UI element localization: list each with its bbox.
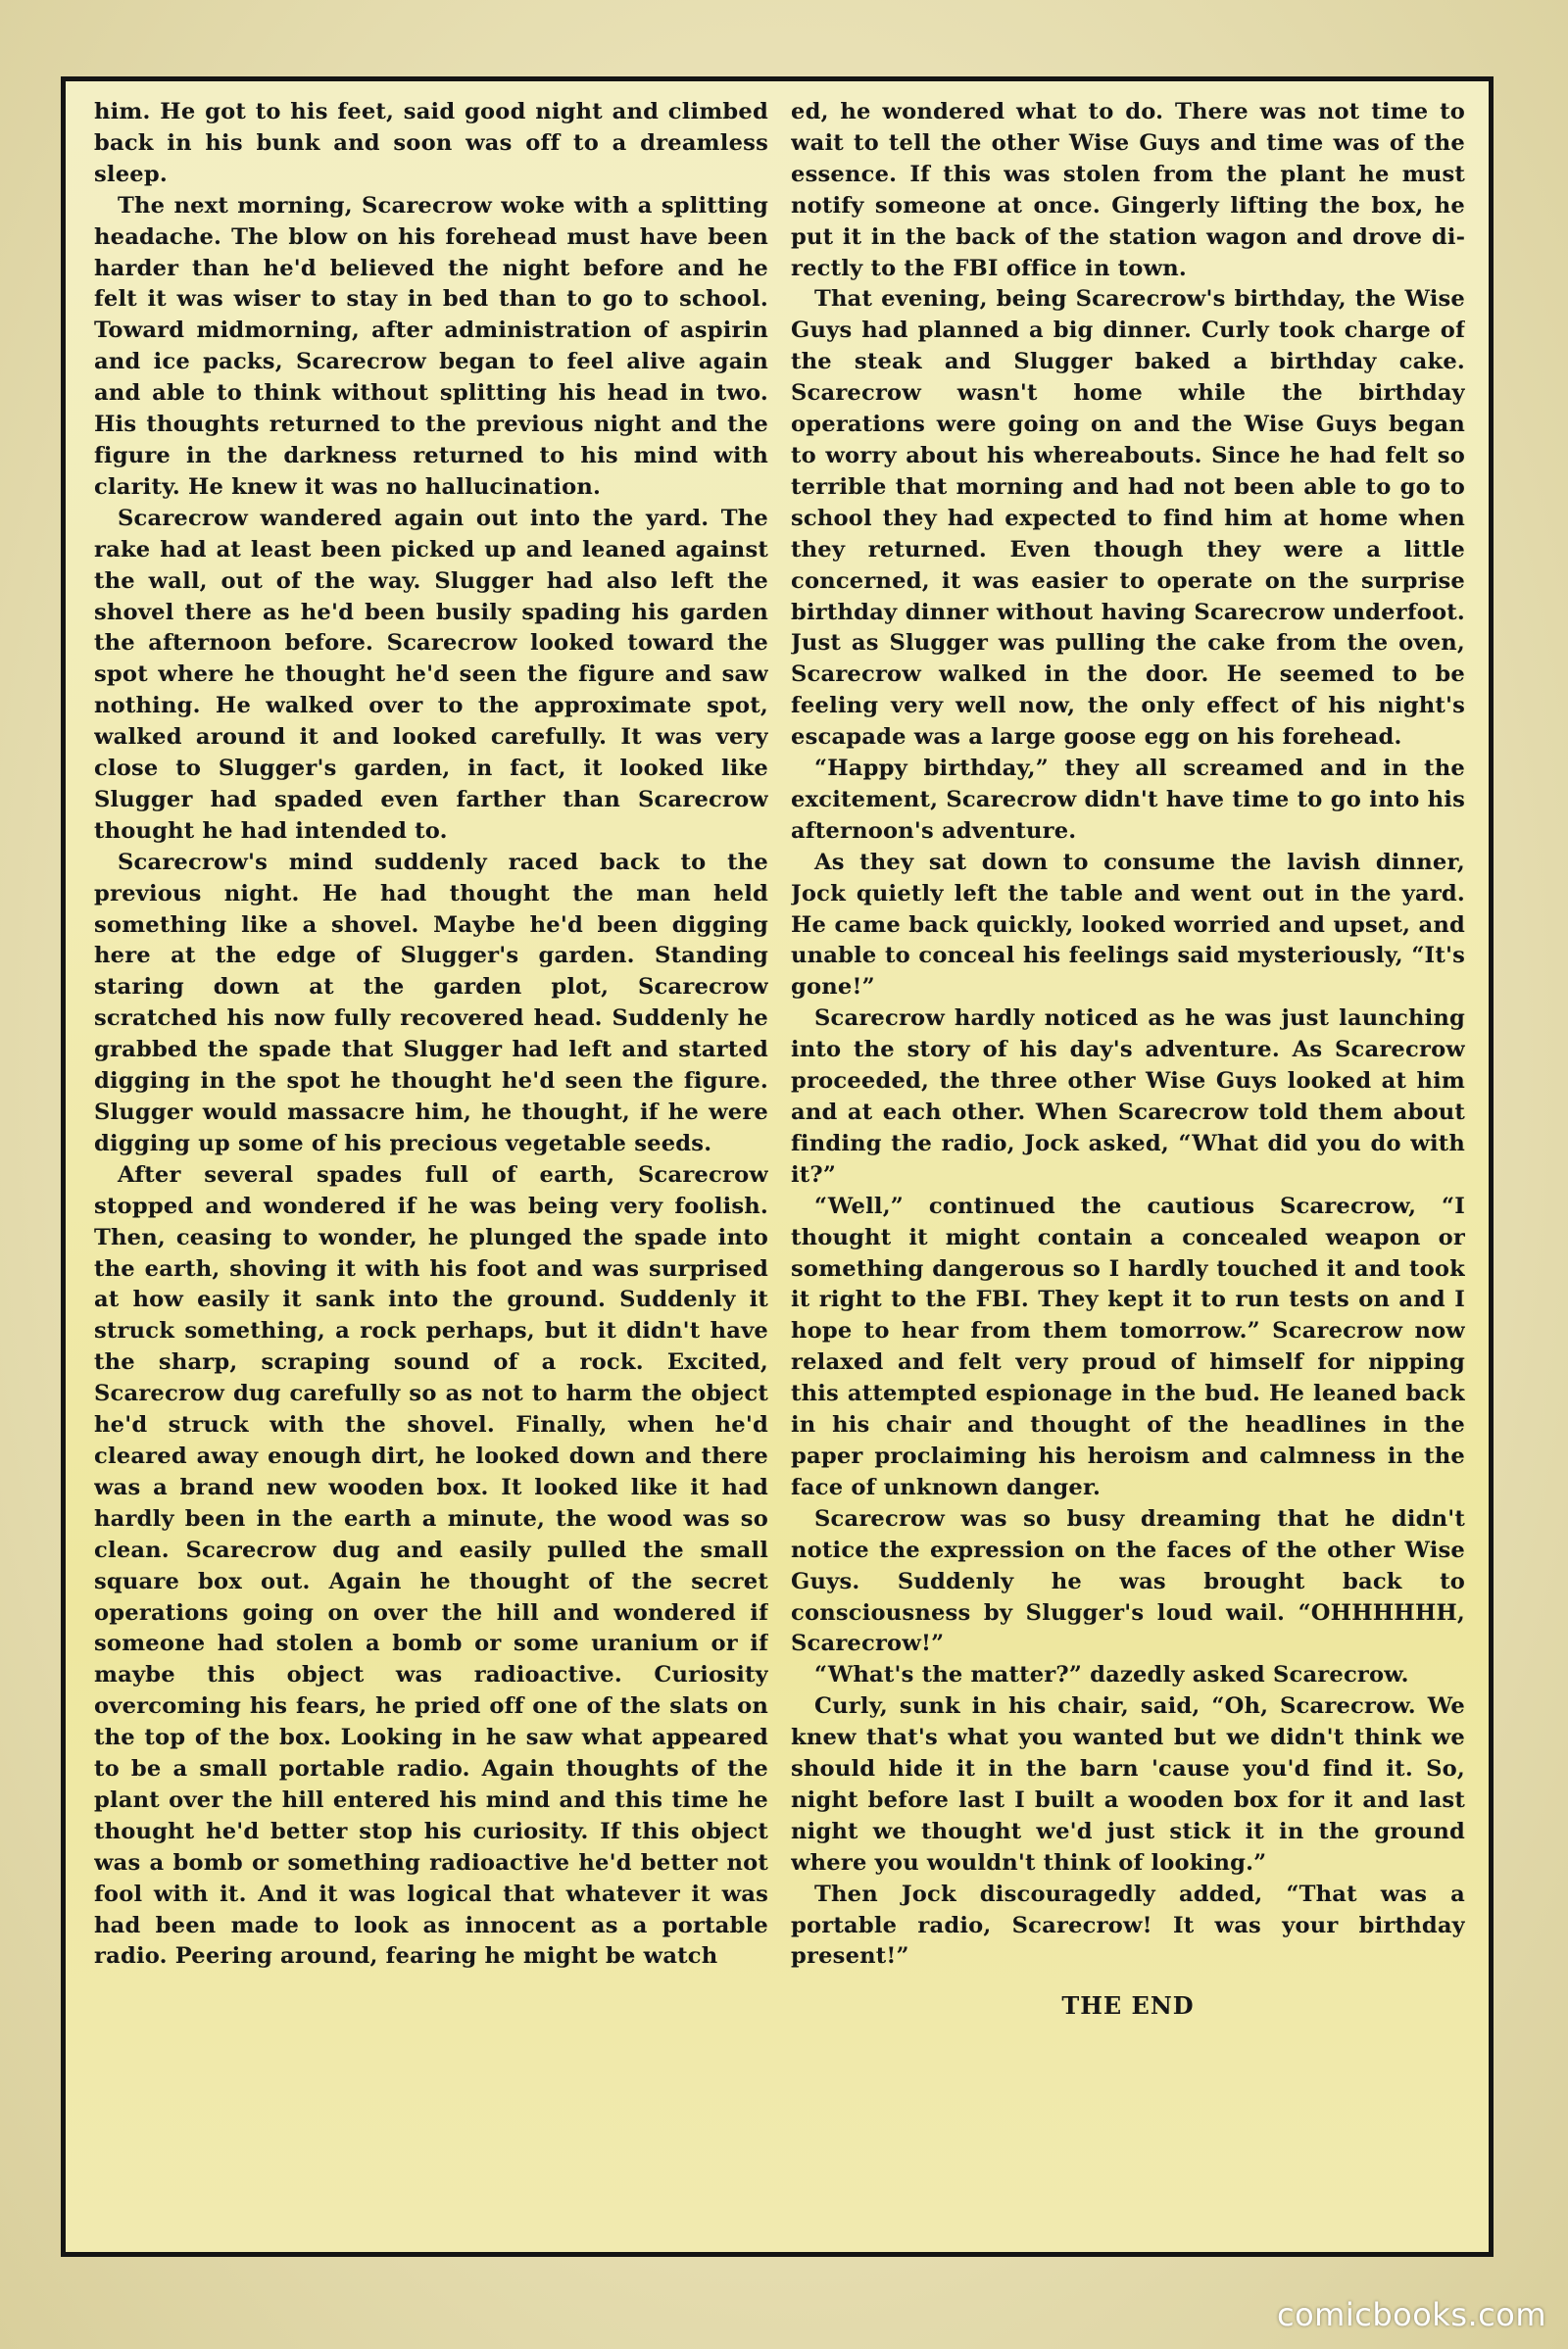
paragraph: The next morning, Scarecrow woke with a splitting headache. The blow on his forehead must have been harder than he'd believed the night before and he felt it was wiser to stay in bed than to go to school. Toward midmorning, after administration of aspirin and ice packs, Scarecrow began to feel alive again and able to think without splitting his head in two. His thoughts returned to the previous night and the figure in the darkness returned to his mind with clarity. He knew it was no hallucination.	[94, 192, 768, 500]
paragraph: As they sat down to consume the lavish dinner, Jock quietly left the table and went out in the yard. He came back quickly, looked worried and upset, and unable to conceal his feelings said mysteriously, “It's gone!”	[791, 849, 1465, 1001]
paragraph: Scarecrow wandered again out into the yard. The rake had at least been picked up and leaned against the wall, out of the way. Slugger had also left the shovel there as he'd been busily spading his garden the afternoon before. Scarecrow looked toward the spot where he thought he'd seen the figure and saw nothing. He walked over to the approximate spot, walked around it and looked carefully. It was very close to Slugger's garden, in fact, it looked like Slugger had spaded even farther than Scarecrow thought he had intended to.	[94, 505, 768, 844]
paragraph: Scarecrow's mind suddenly raced back to the previous night. He had thought the man held something like a shovel. Maybe he'd been digging here at the edge of Slugger's garden. Standing staring down at the garden plot, Scarecrow scratched his now fully recovered head. Suddenly he grabbed the spade that Slugger had left and started digging in the spot he thought he'd seen the figure. Slugger would massacre him, he thought, if he were digging up some of his precious vegetable seeds.	[94, 849, 768, 1156]
paragraph: Scarecrow was so busy dreaming that he didn't notice the expression on the faces of the other Wise Guys. Suddenly he was brought back to consciousness by Slugger's loud wail. “OHHHHHH, Scarecrow!”	[791, 1505, 1465, 1657]
paragraph: Curly, sunk in his chair, said, “Oh, Scarecrow. We knew that's what you wanted but we didn't think we should hide it in the barn 'cause you'd find it. So, night before last I built a wooden box for it and last night we thought we'd just stick it in the ground where you wouldn't think of looking.”	[791, 1693, 1465, 1876]
site-watermark: comicbooks.com	[1276, 2296, 1546, 2333]
paragraph: ed, he wondered what to do. There was not time to wait to tell the other Wise Guys and time was of the essence. If this was stolen from the plant he must notify someone at once. Gingerly lifting the box, he put it in the back of the station wagon and drove directly to the FBI office in town.	[791, 99, 1465, 281]
paragraph: Then Jock discouragedly added, “That was a portable radio, Scarecrow! It was your birthday present!”	[791, 1881, 1465, 1970]
right-text-column	[791, 97, 1465, 2233]
left-text-column	[94, 97, 768, 2233]
paragraph: him. He got to his feet, said good night and climbed back in his bunk and soon was off to a dreamless sleep.	[94, 99, 768, 187]
paragraph: After several spades full of earth, Scarecrow stopped and wondered if he was being very foolish. Then, ceasing to wonder, he plunged the spade into the earth, shoving it with his foot and was surprised at how easily it sank into the ground. Suddenly it struck something, a rock perhaps, but it didn't have the sharp, scraping sound of a rock. Excited, Scarecrow dug carefully so as not to harm the object he'd struck with the shovel. Finally, when he'd cleared away enough dirt, he looked down and there was a brand new wooden box. It looked like it had hardly been in the earth a minute, the wood was so clean. Scarecrow dug and easily pulled the small square box out. Again he thought of the secret operations going on over the hill and wondered if someone had stolen a bomb or some uranium or if maybe this object was radioactive. Curiosity overcoming his fears, he pried off one of the slats on the top of the box. Looking in he saw what appeared to be a small portable radio. Again thoughts of the plant over the hill entered his mind and this time he thought he'd better stop his curiosity. If this object was a bomb or something radioactive he'd better not fool with it. And it was logical that whatever it was had been made to look as innocent as a portable radio. Peering around, fearing he might be watch	[94, 1161, 768, 1970]
paragraph: “Well,” continued the cautious Scarecrow, “I thought it might contain a concealed weapon or something dangerous so I hardly touched it and took it right to the FBI. They kept it to run tests on and I hope to hear from them tomorrow.” Scarecrow now relaxed and felt very proud of himself for nipping this attempted espionage in the bud. He leaned back in his chair and thought of the headlines in the paper proclaiming his heroism and calmness in the face of unknown danger.	[791, 1193, 1465, 1500]
the-end-label: THE END	[1061, 1991, 1195, 2021]
paragraph: That evening, being Scarecrow's birthday, the Wise Guys had planned a big dinner. Curly took charge of the steak and Slugger baked a birthday cake. Scarecrow wasn't home while the birthday operations were going on and the Wise Guys began to worry about his whereabouts. Since he had felt so terrible that morning and had not been able to go to school they had expected to find him at home when they returned. Even though they were a little concerned, it was easier to operate on the surprise birthday dinner without having Scarecrow underfoot. Just as Slugger was pulling the cake from the oven, Scarecrow walked in the door. He seemed to be feeling very well now, the only effect of his night's escapade was a large goose egg on his forehead.	[791, 286, 1465, 751]
paragraph: Scarecrow hardly noticed as he was just launching into the story of his day's adventure. As Scarecrow proceeded, the three other Wise Guys looked at him and at each other. When Scarecrow told them about finding the radio, Jock asked, “What did you do with it?”	[791, 1005, 1465, 1188]
paragraph: “Happy birthday,” they all screamed and in the excitement, Scarecrow didn't have time to go into his afternoon's adventure.	[791, 756, 1465, 844]
text-panel	[61, 76, 1494, 2257]
paragraph: “What's the matter?” dazedly asked Scarecrow.	[814, 1662, 1409, 1688]
